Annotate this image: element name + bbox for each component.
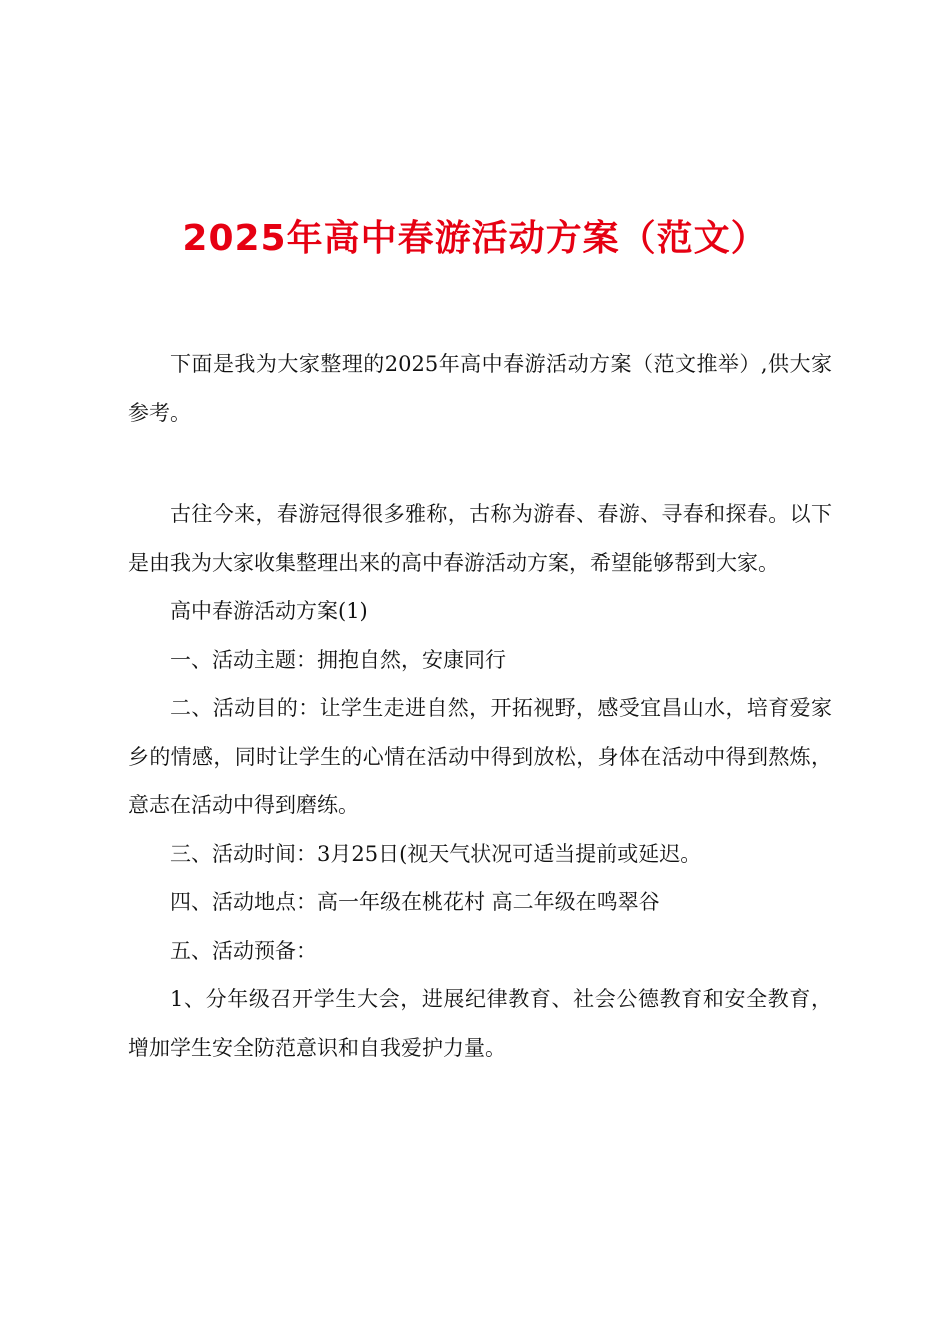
plan-heading: 高中春游活动方案(1) (170, 599, 368, 623)
section-purpose: 二、活动目的：让学生走进自然，开拓视野，感受宜昌山水，培育爱家乡的情感，同时让学生的心情在活动中得到放松，身体在活动中得到熬炼，意志在活动中得到磨练。 (128, 696, 832, 817)
section-preparation: 五、活动预备： (170, 938, 317, 963)
main-content (128, 490, 832, 1072)
intro-section (128, 340, 832, 437)
section-theme: 一、活动主题：拥抱自然，安康同行 (170, 647, 506, 672)
intro-paragraph: 下面是我为大家整理的2025年高中春游活动方案（范文推举）,供大家参考。 (128, 352, 832, 425)
paragraph-preface: 古往今来，春游冠得很多雅称，古称为游春、春游、寻春和探春。以下是由我为大家收集整理出来的高中春游活动方案，希望能够帮到大家。 (128, 502, 832, 575)
section-time: 三、活动时间：3月25日(视天气状况可适当提前或延迟。 (170, 841, 702, 866)
section-location: 四、活动地点：高一年级在桃花村 高二年级在鸣翠谷 (170, 890, 660, 914)
document-title: 2025年高中春游活动方案（范文） (182, 218, 768, 259)
preparation-item-1: 1、分年级召开学生大会，进展纪律教育、社会公德教育和安全教育，增加学生安全防范意识和自我爱护力量。 (128, 987, 832, 1060)
